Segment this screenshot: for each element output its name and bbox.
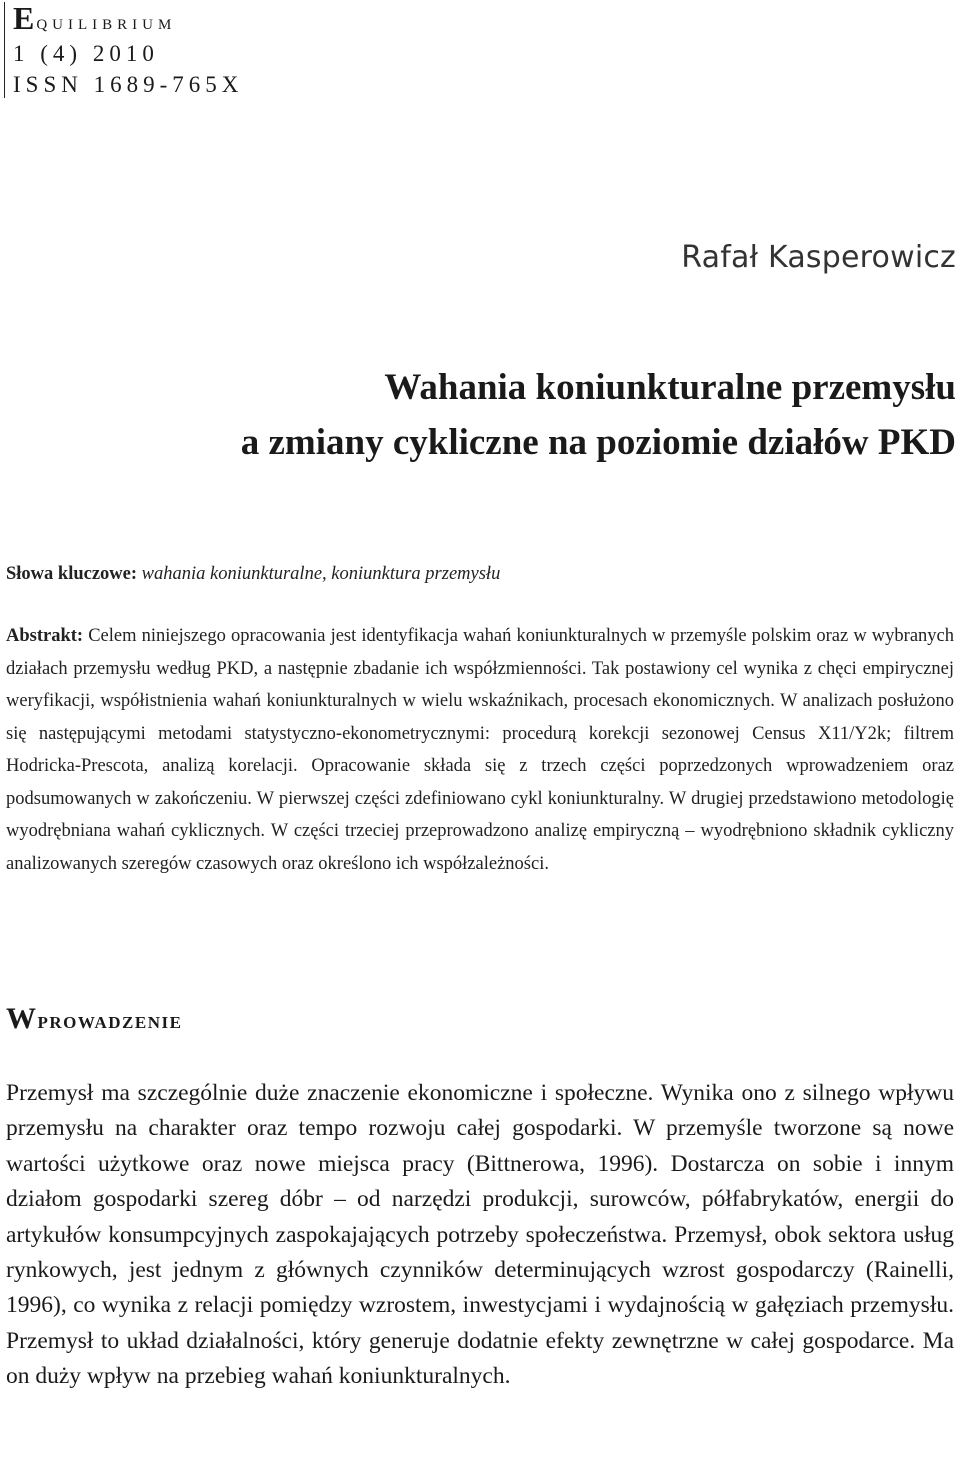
journal-issn: ISSN 1689-765X	[13, 72, 244, 97]
article-title-line-2: a zmiany cykliczne na poziomie działów PKD	[240, 422, 956, 463]
keywords-value: wahania koniunkturalne, koniunktura przemysłu	[141, 564, 501, 584]
author-name: Rafał Kasperowicz	[681, 240, 956, 275]
introduction-paragraph: Przemysł ma szczególnie duże znaczenie ekonomiczne i społeczne. Wynika ono z silnego wpływu przemysłu na charakter oraz tempo rozwoju całej gospodarki. W przemyśle tworzone są nowe wartości użytkowe oraz nowe miejsca pracy (Bittnerowa, 1996). Dostarcza on sobie i innym działom gospodarki szereg dóbr – od narzędzi produkcji, surowców, półfabrykatów, energii do artykułów konsumpcyjnych zaspokajających potrzeby społeczeństwa. Przemysł, obok sektora usług rynkowych, jest jednym z głównych czynników determinujących wzrost gospodarczy (Rainelli, 1996), co wynika z relacji pomiędzy wzrostem, inwestycjami i wydajnością w gałęziach przemysłu. Przemysł to układ działalności, który generuje dodatnie efekty zewnętrzne w całej gospodarce. Ma on duży wpływ na przebieg wahań koniunkturalnych.	[6, 1080, 954, 1390]
journal-name	[13, 2, 243, 38]
journal-name-initial: E	[13, 0, 37, 36]
section-heading-introduction	[6, 1002, 182, 1036]
keywords-label: Słowa kluczowe:	[6, 564, 138, 584]
article-title	[241, 360, 956, 470]
abstract-text: Celem niniejszego opracowania jest identyfikacja wahań koniunkturalnych w przemyśle polskim oraz w wybranych działach przemysłu według PKD, a następnie zbadanie ich współzmienności. Tak postawiony cel wynika z chęci empirycznej weryfikacji, współistnienia wahań koniunkturalnych w wielu wskaźnikach, procesach ekonomicznych. W analizach posłużono się następującymi metodami statystyczno-ekonometrycznymi: procedurą korekcji sezonowej Census X11/Y2k; filtrem Hodricka-Prescota, analizą korelacji. Opracowanie składa się z trzech części poprzedzonych wprowadzeniem oraz podsumowanych w zakończeniu. W pierwszej części zdefiniowano cykl koniunkturalny. W drugiej przedstawiono metodologię wyodrębniana wahań cyklicznych. W części trzeciej przeprowadzono analizę empiryczną – wyodrębniono składnik cykliczny analizowanych szeregów czasowych oraz określono ich współzależności.	[6, 626, 954, 874]
abstract	[6, 620, 954, 880]
keywords	[6, 560, 954, 588]
section-heading-rest: prowadzenie	[37, 1008, 183, 1034]
journal-masthead	[4, 2, 243, 98]
journal-name-rest: quilibrium	[36, 9, 177, 34]
journal-issue: 1 (4) 2010	[13, 41, 159, 66]
section-heading-initial: W	[6, 1002, 38, 1035]
article-title-line-1: Wahania koniunkturalne przemysłu	[384, 367, 956, 408]
abstract-label: Abstrakt:	[6, 626, 84, 646]
